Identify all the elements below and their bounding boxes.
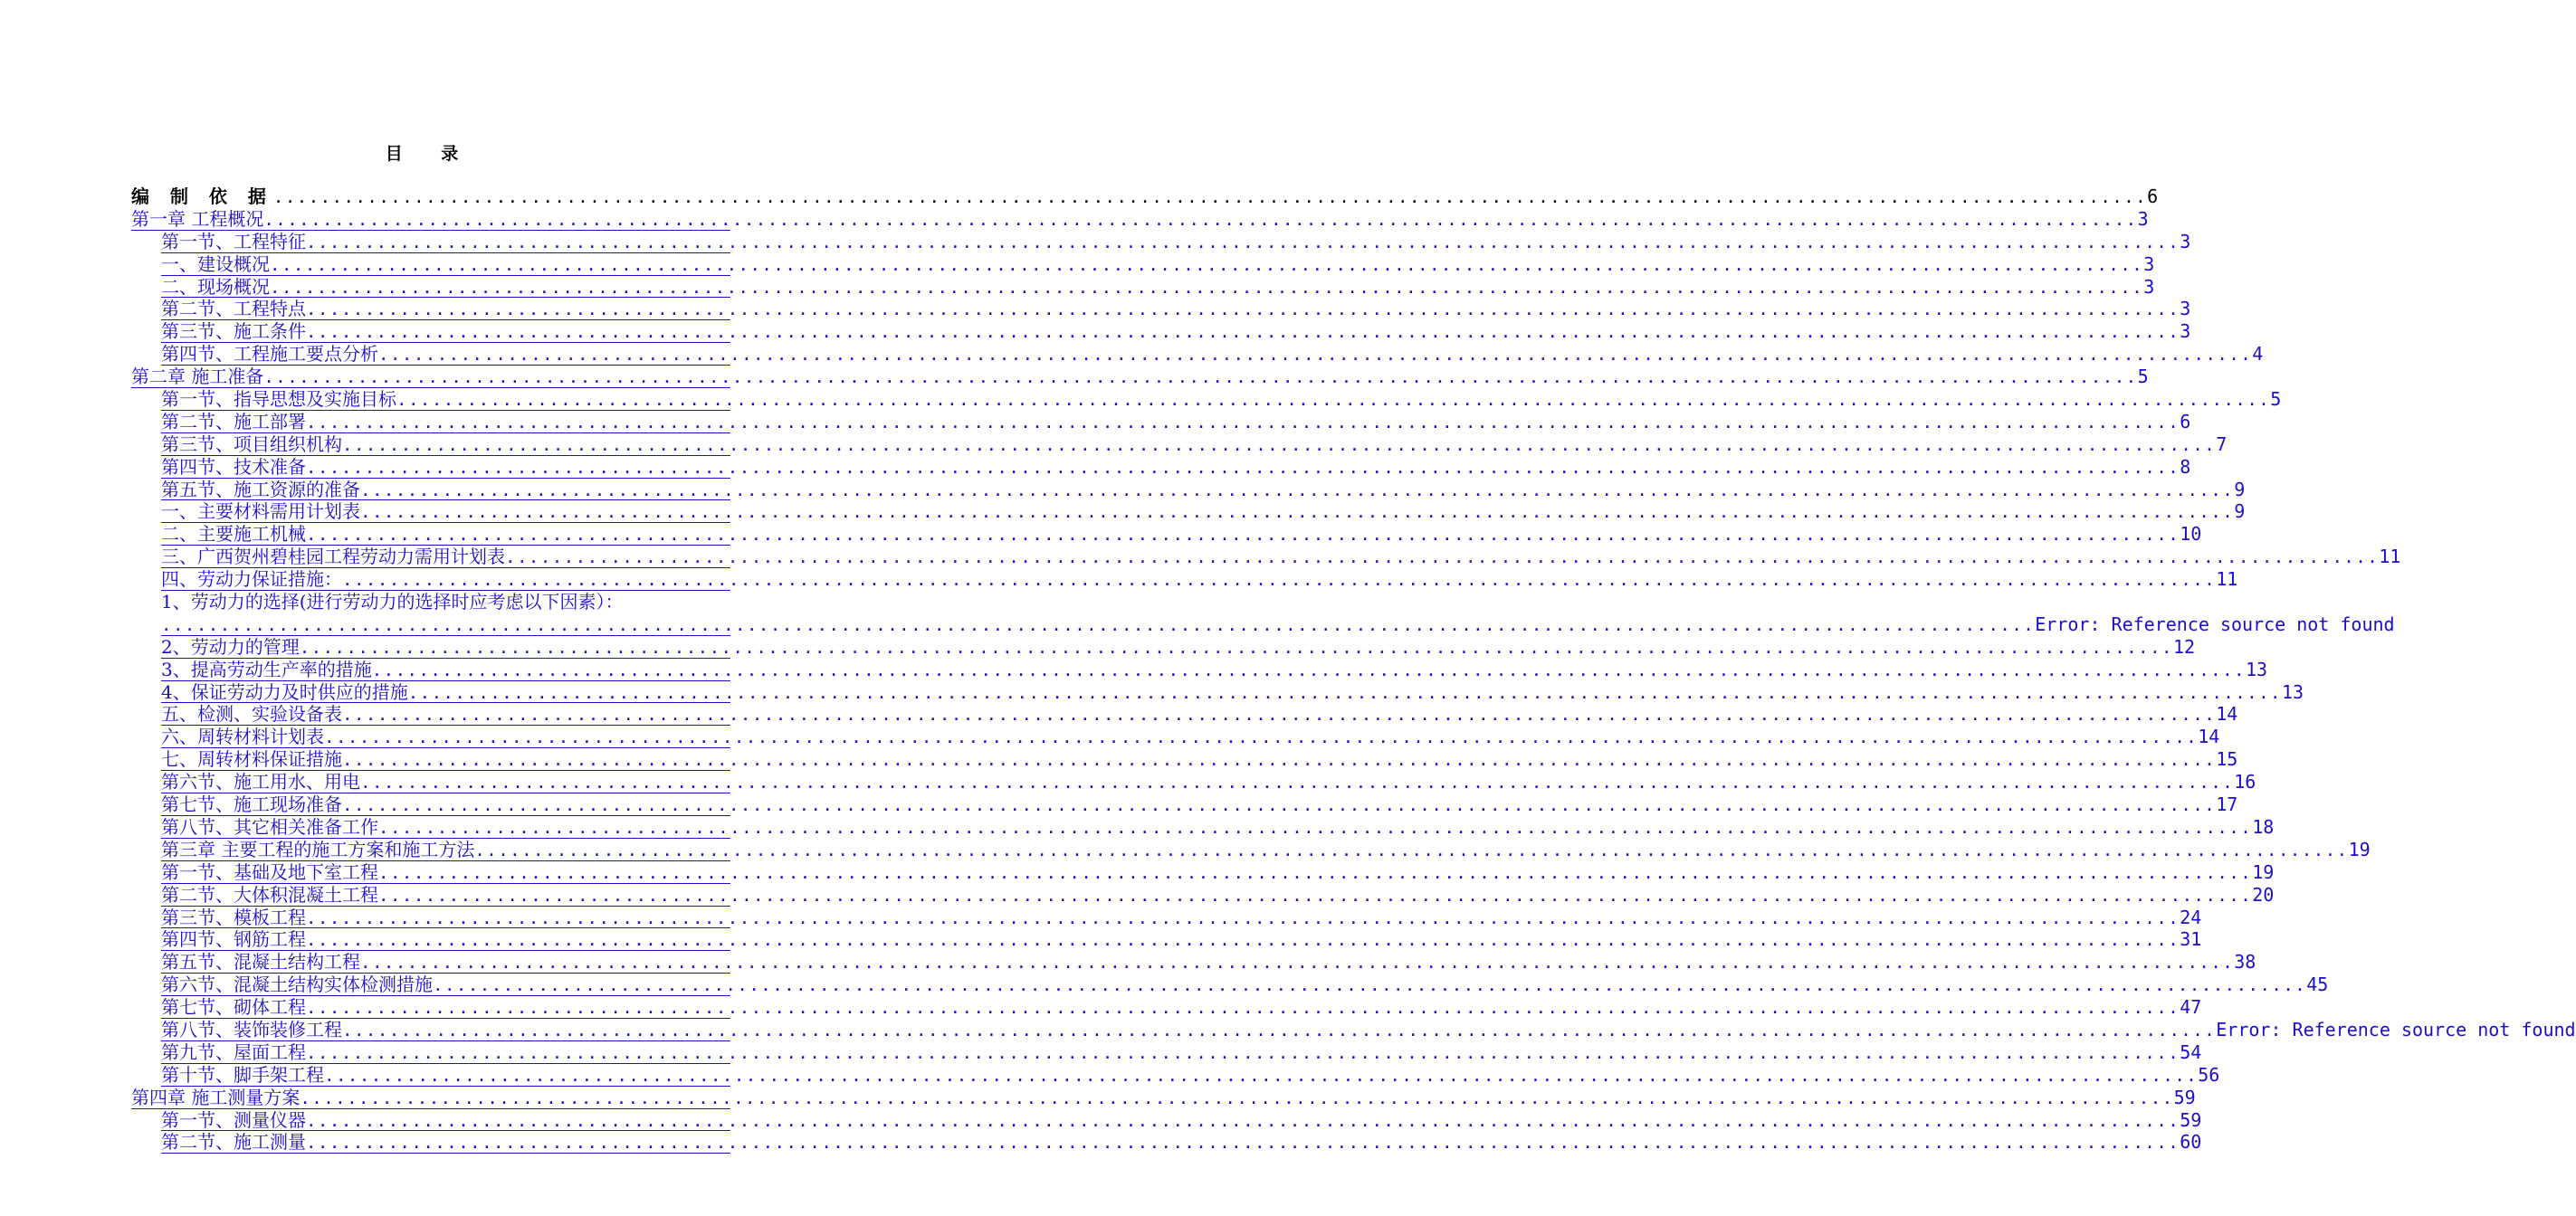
toc-entry[interactable] (161, 748, 2238, 771)
toc-entry[interactable] (131, 1086, 2196, 1109)
toc-entry[interactable] (161, 1018, 2576, 1041)
toc-entry[interactable] (161, 703, 2238, 726)
toc-page-number: 6 (2180, 410, 2191, 432)
toc-page-number: 6 (2147, 185, 2159, 207)
table-of-contents (131, 185, 2576, 1154)
toc-entry-title: 第六节、混凝土结构实体检测措施 (161, 974, 433, 996)
toc-page-number: 11 (2216, 568, 2238, 591)
toc-entry[interactable] (161, 568, 2238, 591)
dot-leader: ................................................................................................................................................................ (342, 750, 2217, 771)
toc-page-number: 7 (2216, 432, 2228, 455)
toc-entry-title: 一、主要材料需用计划表 (161, 500, 360, 523)
toc-entry-title: 4、保证劳动力及时供应的措施 (161, 680, 408, 703)
toc-entry[interactable] (161, 906, 2202, 929)
toc-page-number: 31 (2180, 928, 2202, 951)
toc-page-number: 38 (2234, 951, 2256, 974)
toc-page-number: 8 (2180, 455, 2191, 478)
toc-entry[interactable] (161, 275, 2155, 299)
toc-page-number: 13 (2281, 680, 2304, 703)
toc-entry[interactable] (161, 658, 2268, 681)
toc-entry[interactable] (161, 230, 2191, 253)
toc-entry-title: 第一章 工程概况 (131, 207, 264, 230)
toc-page-number: 14 (2198, 726, 2220, 748)
toc-entry-title: 第九节、屋面工程 (161, 1040, 306, 1063)
dot-leader: ................................................................................................................................................................ (161, 614, 2036, 635)
toc-entry[interactable] (161, 298, 2191, 320)
dot-leader: ................................................................................................................................................................ (378, 885, 2253, 906)
toc-page-number: Error: Reference source not found (2035, 613, 2395, 635)
toc-entry[interactable] (161, 1108, 2202, 1132)
toc-entry[interactable] (131, 207, 2149, 231)
toc-page-number: 59 (2180, 1108, 2202, 1131)
toc-entry-title: 二、现场概况 (161, 275, 270, 298)
dot-leader: ................................................................................................................................................................ (342, 795, 2217, 816)
toc-entry[interactable] (161, 523, 2202, 546)
toc-entry-title: 第四节、技术准备 (161, 455, 306, 478)
page-title: 目 录 (385, 144, 475, 164)
toc-page-number: 17 (2216, 793, 2238, 816)
dot-leader: ................................................................................................................................................................ (306, 930, 2180, 951)
toc-entry[interactable] (161, 726, 2220, 748)
toc-entry[interactable] (161, 838, 2371, 861)
toc-entry-title: 第二节、工程特点 (161, 298, 306, 320)
dot-leader: ................................................................................................................................................................ (306, 1133, 2180, 1154)
toc-entry[interactable] (161, 951, 2256, 974)
toc-entry-title: 3、提高劳动生产率的措施 (161, 658, 372, 680)
toc-entry[interactable] (161, 432, 2228, 456)
dot-leader: ................................................................................................................................................................ (371, 660, 2246, 680)
dot-leader: ................................................................................................................................................................ (272, 187, 2148, 207)
toc-entry-title: 三、广西贺州碧桂园工程劳动力需用计划表 (161, 546, 505, 568)
toc-entry-title: 第六节、施工用水、用电 (161, 771, 360, 793)
toc-entry[interactable] (161, 320, 2191, 343)
dot-leader: ................................................................................................................................................................ (505, 547, 2380, 568)
toc-entry[interactable] (161, 1040, 2202, 1064)
toc-entry-title: 第一节、测量仪器 (161, 1108, 306, 1131)
toc-entry-title: 一、建设概况 (161, 252, 270, 275)
toc-page-number: 3 (2143, 252, 2155, 275)
toc-entry[interactable] (161, 680, 2304, 704)
toc-entry-title: 第四章 施工测量方案 (131, 1086, 301, 1108)
toc-page-number: 9 (2234, 500, 2246, 523)
dot-leader: ................................................................................................................................................................ (433, 975, 2307, 996)
dot-leader: ................................................................................................................................................................ (300, 1088, 2174, 1108)
toc-page-number: 4 (2252, 343, 2264, 366)
dot-leader: ................................................................................................................................................................ (378, 862, 2253, 883)
toc-entry[interactable] (161, 635, 2196, 659)
toc-entry-title: 第八节、其它相关准备工作 (161, 815, 378, 838)
dot-leader: ................................................................................................................................................................ (306, 998, 2180, 1019)
toc-page-number: 56 (2198, 1063, 2220, 1086)
dot-leader: ................................................................................................................................................................ (306, 525, 2180, 546)
toc-page-number: 45 (2306, 974, 2329, 996)
toc-entry-title: 第二章 施工准备 (131, 366, 264, 388)
dot-leader: ................................................................................................................................................................ (474, 840, 2349, 860)
dot-leader: ................................................................................................................................................................ (378, 345, 2253, 366)
toc-page-number: 59 (2173, 1086, 2196, 1108)
toc-entry-title: 五、检测、实验设备表 (161, 703, 342, 726)
toc-entry[interactable] (161, 928, 2202, 951)
toc-entry[interactable] (161, 613, 2395, 636)
dot-leader: ................................................................................................................................................................ (263, 367, 2138, 388)
toc-entry[interactable] (161, 793, 2238, 816)
toc-page-number: 19 (2252, 860, 2275, 883)
toc-page-number: 13 (2245, 658, 2268, 680)
dot-leader: ................................................................................................................................................................ (270, 254, 2144, 275)
toc-entry[interactable] (161, 591, 730, 613)
toc-page-number: 10 (2180, 523, 2202, 546)
toc-entry-title: 第二节、施工部署 (161, 410, 306, 432)
toc-page-number: 5 (2270, 388, 2282, 411)
toc-entry-title: 1、劳动力的选择(进行劳动力的选择时应考虑以下因素）： (161, 591, 624, 613)
dot-leader: ................................................................................................................................................................ (360, 953, 2235, 974)
dot-leader: ................................................................................................................................................................ (324, 727, 2199, 748)
dot-leader: ................................................................................................................................................................ (306, 907, 2180, 928)
toc-entry[interactable] (161, 546, 2401, 568)
toc-page-number: 12 (2172, 635, 2196, 658)
toc-page-number: 11 (2379, 546, 2401, 568)
toc-entry-title: 第七节、施工现场准备 (161, 793, 342, 816)
toc-entry-title: 第三节、模板工程 (161, 906, 306, 928)
toc-entry-title: 第十节、脚手架工程 (161, 1063, 324, 1086)
toc-entry-title: 编 制 依 据 (131, 185, 273, 207)
toc-entry[interactable] (161, 500, 2246, 523)
toc-entry-title: 第二节、施工测量 (161, 1131, 306, 1154)
dot-leader: ................................................................................................................................................................ (263, 209, 2138, 230)
toc-page-number: 20 (2252, 883, 2275, 906)
dot-leader: ................................................................................................................................................................ (299, 637, 2173, 658)
toc-entry[interactable] (161, 252, 2155, 276)
toc-page-number: 9 (2234, 478, 2246, 500)
dot-leader: ................................................................................................................................................................ (342, 1020, 2217, 1040)
dot-leader: ................................................................................................................................................................ (342, 434, 2217, 455)
toc-entry[interactable] (161, 883, 2275, 907)
toc-entry-title: 第五节、混凝土结构工程 (161, 951, 360, 974)
toc-page-number: 18 (2252, 815, 2275, 838)
dot-leader: ................................................................................................................................................................ (306, 232, 2180, 252)
toc-entry-title: 第一节、指导思想及实施目标 (161, 388, 396, 411)
toc-entry-title: 第二节、大体积混凝土工程 (161, 883, 378, 906)
dot-leader: ................................................................................................................................................................ (306, 457, 2180, 478)
toc-page-number: 3 (2180, 320, 2191, 343)
toc-entry[interactable] (161, 860, 2275, 884)
toc-entry (131, 185, 2159, 208)
dot-leader: ................................................................................................................................................................ (270, 277, 2144, 298)
toc-entry[interactable] (161, 815, 2275, 839)
dot-leader: ................................................................................................................................................................ (324, 1065, 2199, 1086)
dot-leader: ................................................................................................................................................................ (378, 817, 2253, 838)
toc-entry[interactable] (161, 478, 2246, 501)
toc-page-number: 3 (2180, 230, 2191, 252)
toc-entry[interactable] (161, 771, 2256, 793)
toc-entry-title: 第五节、施工资源的准备 (161, 478, 360, 500)
toc-entry[interactable] (161, 974, 2329, 996)
dot-leader: ................................................................................................................................................................ (342, 570, 2217, 591)
toc-entry-title: 2、劳动力的管理 (161, 635, 300, 658)
dot-leader: ................................................................................................................................................................ (360, 773, 2235, 793)
toc-entry-title: 第七节、砌体工程 (161, 996, 306, 1019)
toc-entry-title: 第一节、工程特征 (161, 230, 306, 252)
toc-page-number: 3 (2143, 275, 2155, 298)
dot-leader: ................................................................................................................................................................ (306, 299, 2180, 320)
toc-page-number: 19 (2348, 838, 2371, 860)
toc-entry[interactable] (161, 1131, 2202, 1154)
toc-entry[interactable] (161, 1063, 2220, 1087)
toc-entry-title: 四、劳动力保证措施： (161, 568, 342, 591)
toc-entry-title: 第一节、基础及地下室工程 (161, 860, 378, 883)
toc-entry-title: 第三节、施工条件 (161, 320, 306, 343)
toc-entry-title: 七、周转材料保证措施 (161, 748, 342, 771)
dot-leader: ................................................................................................................................................................ (360, 502, 2235, 523)
toc-page-number: 47 (2180, 996, 2202, 1019)
toc-page-number: Error: Reference source not found (2216, 1018, 2576, 1040)
toc-entry[interactable] (161, 388, 2282, 411)
dot-leader: ................................................................................................................................................................ (306, 1042, 2180, 1063)
toc-page-number: 3 (2137, 207, 2149, 230)
dot-leader: ................................................................................................................................................................ (306, 322, 2180, 343)
toc-entry-title: 六、周转材料计划表 (161, 726, 324, 748)
toc-entry-title: 第三节、项目组织机构 (161, 432, 342, 455)
toc-page-number: 14 (2216, 703, 2238, 726)
dot-leader: ................................................................................................................................................................ (360, 480, 2235, 500)
toc-entry-title: 第八节、装饰装修工程 (161, 1018, 342, 1040)
toc-page-number: 15 (2216, 748, 2238, 771)
dot-leader: ................................................................................................................................................................ (306, 412, 2180, 432)
toc-page-number: 3 (2180, 298, 2191, 320)
toc-page-number: 5 (2137, 366, 2149, 388)
toc-page-number: 60 (2180, 1131, 2202, 1154)
dot-leader: ................................................................................................................................................................ (407, 682, 2282, 703)
toc-page-number: 24 (2180, 906, 2202, 928)
toc-entry[interactable] (161, 343, 2264, 366)
dot-leader: ................................................................................................................................................................ (306, 1110, 2180, 1131)
toc-entry[interactable] (131, 366, 2149, 388)
toc-entry-title: 第四节、工程施工要点分析 (161, 343, 378, 366)
toc-page-number: 54 (2180, 1040, 2202, 1063)
dot-leader: ................................................................................................................................................................ (342, 705, 2217, 726)
toc-entry[interactable] (161, 410, 2191, 433)
toc-entry[interactable] (161, 996, 2202, 1019)
toc-entry-title: 第三章 主要工程的施工方案和施工方法 (161, 838, 475, 860)
toc-page-number: 16 (2234, 771, 2256, 793)
dot-leader: ................................................................................................................................................................ (396, 390, 2271, 411)
toc-entry-title: 二、主要施工机械 (161, 523, 306, 546)
toc-entry[interactable] (161, 455, 2191, 479)
toc-entry-title: 第四节、钢筋工程 (161, 928, 306, 951)
